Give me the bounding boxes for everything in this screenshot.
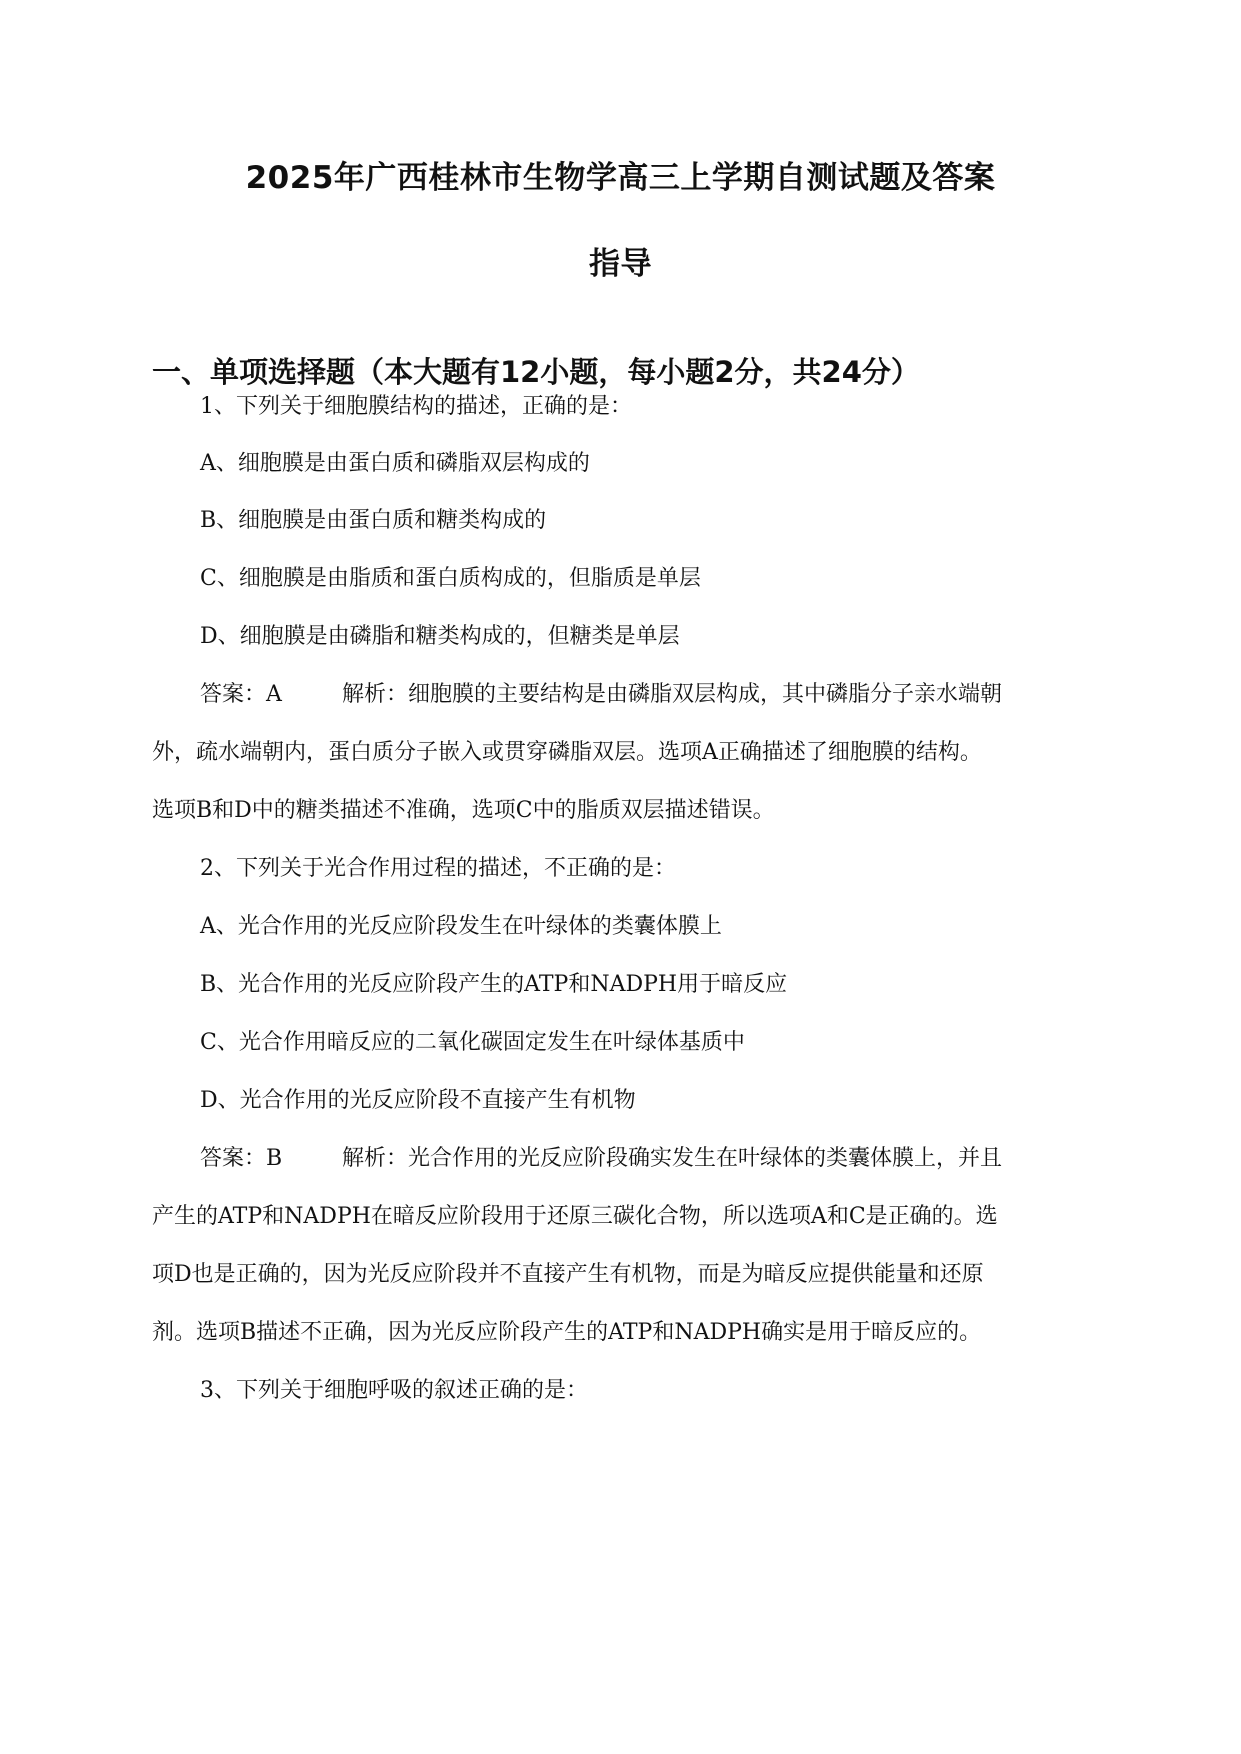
answer-line — [200, 680, 1002, 710]
answer-label: 答案：A — [200, 682, 282, 707]
option-c: C、光合作用暗反应的二氧化碳固定发生在叶绿体基质中 — [200, 1030, 745, 1055]
option-b: B、细胞膜是由蛋白质和糖类构成的 — [200, 508, 547, 533]
explanation-text: 剂。选项B描述不正确，因为光反应阶段产生的ATP和NADPH确实是用于暗反应的。 — [152, 1320, 982, 1345]
explanation-text: 产生的ATP和NADPH在暗反应阶段用于还原三碳化合物，所以选项A和C是正确的。选 — [152, 1204, 998, 1229]
question-stem: 2、下列关于光合作用过程的描述，不正确的是： — [200, 856, 676, 881]
option-d: D、光合作用的光反应阶段不直接产生有机物 — [200, 1088, 636, 1113]
option-a: A、光合作用的光反应阶段发生在叶绿体的类囊体膜上 — [200, 914, 722, 939]
document-title-continued: 指导 — [589, 246, 652, 282]
question-stem: 1、下列关于细胞膜结构的描述，正确的是： — [200, 394, 632, 419]
explanation-text: 解析：光合作用的光反应阶段确实发生在叶绿体的类囊体膜上，并且 — [342, 1146, 1003, 1171]
option-a: A、细胞膜是由蛋白质和磷脂双层构成的 — [200, 451, 590, 476]
explanation-text: 选项B和D中的糖类描述不准确，选项C中的脂质双层描述错误。 — [152, 798, 775, 823]
document-title: 2025年广西桂林市生物学高三上学期自测试题及答案 — [245, 160, 996, 196]
answer-line — [200, 1144, 1002, 1174]
option-c: C、细胞膜是由脂质和蛋白质构成的，但脂质是单层 — [200, 566, 701, 591]
explanation-text: 外，疏水端朝内，蛋白质分子嵌入或贯穿磷脂双层。选项A正确描述了细胞膜的结构。 — [152, 740, 982, 765]
section-heading: 一、单项选择题（本大题有12小题，每小题2分，共24分） — [152, 355, 920, 389]
explanation-text: 项D也是正确的，因为光反应阶段并不直接产生有机物，而是为暗反应提供能量和还原 — [152, 1262, 984, 1287]
explanation-text: 解析：细胞膜的主要结构是由磷脂双层构成，其中磷脂分子亲水端朝 — [342, 682, 1003, 707]
question-stem: 3、下列关于细胞呼吸的叙述正确的是： — [200, 1378, 588, 1403]
answer-label: 答案：B — [200, 1146, 283, 1171]
option-b: B、光合作用的光反应阶段产生的ATP和NADPH用于暗反应 — [200, 972, 788, 997]
option-d: D、细胞膜是由磷脂和糖类构成的，但糖类是单层 — [200, 624, 680, 649]
